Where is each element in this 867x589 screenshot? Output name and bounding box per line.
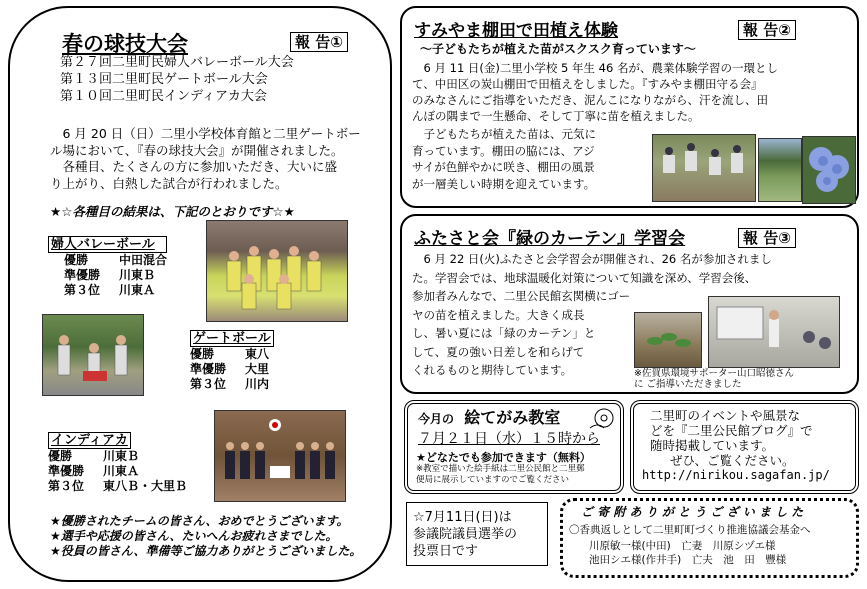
sports-body <box>50 126 361 192</box>
volleyball-results <box>48 236 167 298</box>
etegami-prefix: 今月の <box>418 412 455 426</box>
blog-panel <box>630 400 859 494</box>
result-row: 準優勝 川東Ｂ <box>64 268 156 282</box>
seedling-icon <box>635 313 701 367</box>
body-line: のみなさんにご指導をいただき、泥んこになりながら、汗を流し、田 <box>412 93 769 107</box>
body-line: 参加者みんなで、二里公民館玄関横にゴー <box>412 289 631 303</box>
etegami-panel <box>404 400 624 494</box>
rice-subtitle: ～子どもたちが植えた苗がスクスク育っています～ <box>420 42 696 56</box>
closing-line: ★選手や応援の皆さん、たいへんお疲れさまでした。 <box>50 529 338 543</box>
subtitle-line: 第１０回二里町民インディアカ大会 <box>60 89 267 104</box>
green-badge: 報 告③ <box>738 228 796 248</box>
subtitle-line: 第１３回二里町民ゲートボール大会 <box>60 72 268 87</box>
morning-glory-icon <box>588 406 620 432</box>
lecture-icon <box>709 297 839 367</box>
donation-intro: 〇香典返しとして二里町町づくり推進協議会基金へ <box>569 524 811 536</box>
blog-url-link[interactable]: http://nirikou.sagafan.jp/ <box>642 468 830 482</box>
blog-text <box>650 408 813 468</box>
body-line: んぼの隅まで一生懸命、そして丁寧に苗を植えました。 <box>412 109 700 123</box>
body-line: り上がり、白熱した試合が行われました。 <box>50 175 288 191</box>
election-line: ☆7月11日(日)は <box>413 510 512 525</box>
result-row: 優勝 東八 <box>190 347 270 361</box>
rice-body <box>412 60 778 124</box>
indiaca-figures-icon <box>215 411 345 501</box>
sports-title: 春の球技大会 <box>62 32 188 56</box>
rice-title: すみやま棚田で田植え体験 <box>414 21 618 41</box>
result-row: 準優勝 大里 <box>190 362 270 376</box>
hydrangea-photo <box>802 136 856 204</box>
team-figures-icon <box>207 221 347 321</box>
sports-subtitles <box>60 54 294 105</box>
result-row: 優勝 中田混合 <box>64 253 168 267</box>
body-line: 6 月 11 日(金)二里小学校 5 年生 46 名が、農業体験学習の一環とし <box>412 61 778 75</box>
result-row: 第３位 東八Ｂ・大里Ｂ <box>48 479 188 493</box>
body-line: 子どもたちが植えた苗は、元気に <box>412 127 596 141</box>
gateball-figures-icon <box>43 315 143 395</box>
caption-line: に ご指導いただきました <box>634 379 742 390</box>
donation-panel <box>560 498 859 578</box>
indiaca-label: インディアカ <box>48 432 131 449</box>
result-row: 優勝 川東Ｂ <box>48 449 140 463</box>
body-line: 6 月 20 日（日）二里小学校体育館と二里ゲートボー <box>50 126 361 141</box>
body-line: が一層美しい時期を迎えています。 <box>412 176 596 191</box>
volleyball-team-photo <box>206 220 348 322</box>
election-line: 参議院議員選挙の <box>413 527 518 542</box>
closing-line: ★役員の皆さん、準備等ご協力ありがとうございました。 <box>50 544 362 558</box>
indiaca-team-photo <box>214 410 346 502</box>
etegami-date: ７月２１日（水）１５時から <box>418 431 600 447</box>
etegami-title-row <box>418 410 560 427</box>
rice-planting-panel <box>400 6 859 208</box>
hydrangea-icon <box>803 137 855 203</box>
closing-line: ★優勝されたチームの皆さん、おめでとうございます。 <box>50 514 349 528</box>
sports-badge: 報 告① <box>290 32 348 52</box>
body-line: 育っています。棚田の脇には、アジ <box>412 143 595 158</box>
election-text <box>413 509 517 560</box>
indiaca-results <box>48 432 187 494</box>
body-line: サイが色鮮やかに咲き、棚田の風景 <box>412 160 595 174</box>
rice-body-2 <box>412 126 596 192</box>
body-line: 6 月 22 日(火)ふたさと会学習会が開催され、26 名が参加されまし <box>412 252 772 266</box>
blog-line: 随時掲載しています。 <box>650 438 775 453</box>
blog-line: どを『二里公民館ブログ』で <box>650 423 813 438</box>
body-line: し、暑い夏には「緑のカーテン」と <box>412 326 596 340</box>
small-line: ※教室で描いた絵手紙は二里公民館と二里郵 <box>416 464 585 474</box>
children-planting-icon <box>653 135 755 201</box>
result-row: 第３位 川東Ａ <box>64 283 156 297</box>
green-curtain-panel <box>400 214 859 394</box>
volleyball-label: 婦人バレーボール <box>48 236 167 253</box>
closing-notes <box>50 514 361 559</box>
election-notice-panel <box>406 502 548 566</box>
gateball-results <box>190 330 274 392</box>
blog-line: 二里町のイベントや風景な <box>650 408 801 423</box>
body-line: ル場において、『春の球技大会』が開催されました。 <box>50 142 344 158</box>
small-line: 便局に展示していますのでご覧ください <box>416 475 570 485</box>
donation-title: ご 寄 附 あ り が と う ご ざ い ま し た <box>581 505 804 519</box>
etegami-small <box>416 464 585 486</box>
donation-row: 川原敏一様(中田) 亡妻 川原シヅエ様 <box>589 540 776 552</box>
body-line: 各種目、たくさんの方に参加いただき、大いに盛 <box>50 159 338 174</box>
gateball-team-photo <box>42 314 144 396</box>
caption-line: ※佐賀県環境サポーター山口昭徳さん <box>634 368 794 379</box>
terraced-field-photo <box>758 138 802 202</box>
result-row: 準優勝 川東Ａ <box>48 464 140 478</box>
green-caption <box>634 368 794 390</box>
body-line: ヤの苗を植えました。大きく成長 <box>412 307 585 322</box>
subtitle-line: 第２７回二里町民婦人バレーボール大会 <box>60 55 294 70</box>
result-row: 第３位 川内 <box>190 377 270 391</box>
results-heading: ★☆各種目の結果は、下記のとおりです☆★ <box>50 204 295 219</box>
rice-badge: 報 告② <box>738 20 796 40</box>
study-session-photo <box>708 296 840 368</box>
etegami-note: ★どなたでも参加できます（無料） <box>416 451 591 464</box>
body-line: くれるものと期待しています。 <box>412 363 573 377</box>
etegami-title: 絵てがみ教室 <box>464 408 561 427</box>
goya-planting-photo <box>634 312 702 368</box>
blog-line: ぜひ、ご覧ください。 <box>670 453 795 468</box>
election-line: 投票日です <box>413 544 479 559</box>
sports-report-panel <box>8 6 392 582</box>
green-title: ふたさと会『緑のカーテン』学習会 <box>414 229 686 249</box>
donation-row: 池田シエ様(作井手) 亡夫 池 田 豐様 <box>589 554 787 566</box>
body-line: して、夏の強い日差しを和らげて <box>412 344 585 359</box>
body-line: て、中田区の炭山棚田で田植えをしました。『すみやま棚田守る会』 <box>412 77 763 91</box>
donation-rows <box>589 539 786 567</box>
rice-planting-photo <box>652 134 756 202</box>
gateball-label: ゲートボール <box>190 330 274 347</box>
body-line: た。学習会では、地球温暖化対策について知識を深め、学習会後、 <box>412 270 757 285</box>
